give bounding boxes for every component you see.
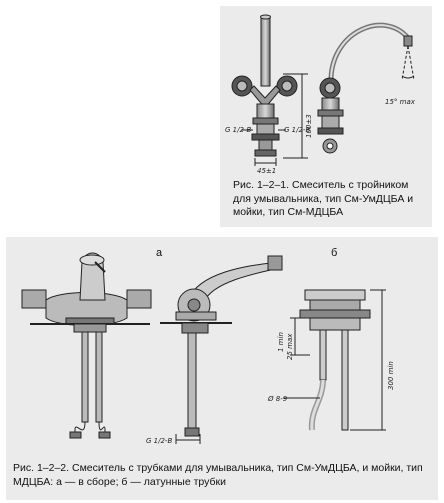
- dim-min: 1 min: [277, 332, 285, 352]
- label-a: а: [156, 247, 163, 259]
- dim-width: 45±1: [257, 167, 277, 175]
- dim-angle: 15° max: [385, 98, 415, 106]
- caption-figure-1-2-1: Рис. 1–2–1. Смеситель с тройником для умывальника, тип См-УмДЦБА и мойки, тип См-МДЦБА: [233, 179, 414, 218]
- dim-height: 100±3: [305, 114, 313, 138]
- dim-thread-right: G 1/2-B: [284, 126, 311, 134]
- faucet-assembly-side-drawing: [160, 256, 282, 444]
- dim-length: 300 min: [387, 361, 395, 390]
- brass-tubes-drawing: [284, 290, 386, 430]
- dim-diameter: Ø 8-9: [268, 395, 288, 403]
- dim-thread-left: G 1/2-B: [225, 126, 252, 134]
- dim-max25: 25 max: [286, 333, 294, 360]
- faucet-assembly-front-drawing: [22, 253, 151, 438]
- caption-figure-1-2-2: Рис. 1–2–2. Смеситель с трубками для умывальника, тип См-УмДЦБА, и мойки, тип МДЦБА: а — в сборе; б — латунные трубки: [13, 462, 423, 488]
- dim-thread-bottom: G 1/2-B: [146, 437, 173, 445]
- label-b: б: [331, 247, 338, 259]
